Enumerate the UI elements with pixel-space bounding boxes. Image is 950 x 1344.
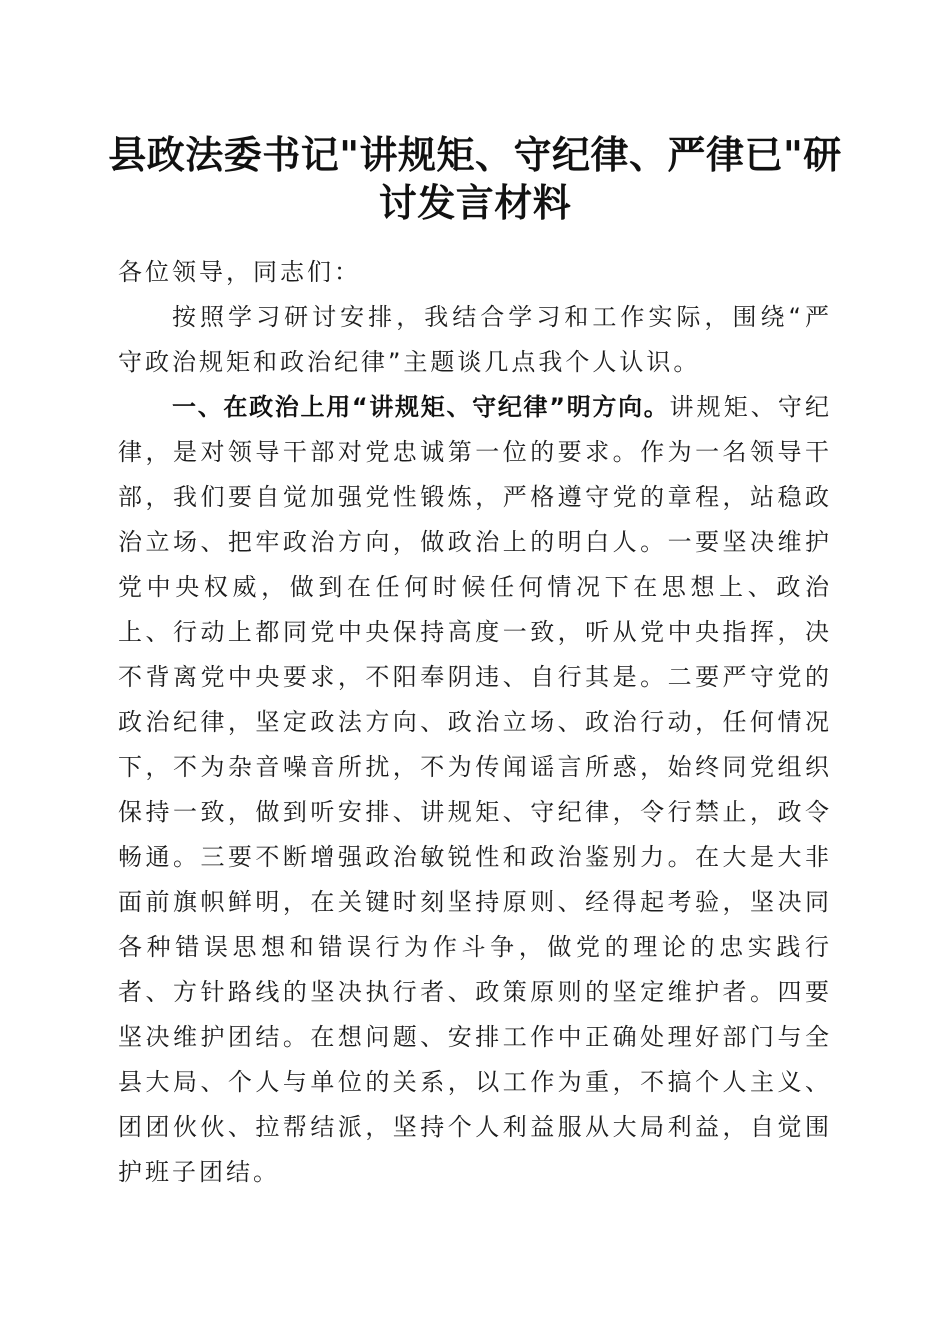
salutation: 各位领导，同志们： (118, 258, 361, 286)
section-1-body: 讲规矩、守纪律，是对领导干部对党忠诚第一位的要求。作为一名领导干部，我们要自觉加强党性锻炼，严格遵守党的章程，站稳政治立场、把牢政治方向，做政治上的明白人。一要坚决维护党中央权威，做到在任何时候任何情况下在思想上、政治上、行动上都同党中央保持高度一致，听从党中央指挥，决不背离党中央要求，不阳奉阴违、自行其是。二要严守党的政治纪律，坚定政法方向、政治立场、政治行动，任何情况下，不为杂音噪音所扰，不为传闻谣言所惑，始终同党组织保持一致，做到听安排、讲规矩、守纪律，令行禁止，政令畅通。三要不断增强政治敏锐性和政治鉴别力。在大是大非面前旗帜鲜明，在关键时刻坚持原则、经得起考验，坚决同各种错误思想和错误行为作斗争，做党的理论的忠实践行者、方针路线的坚决执行者、政策原则的坚定维护者。四要坚决维护团结。在想问题、安排工作中正确处理好部门与全县大局、个人与单位的关系，以工作为重，不搞个人主义、团团伙伙、拉帮结派，坚持个人利益服从大局利益，自觉围护班子团结。 (118, 393, 833, 1186)
document-body (118, 250, 832, 1195)
title-line-1: 县政法委书记"讲规矩、守纪律、严律已"研 (108, 132, 842, 177)
document-title (100, 131, 850, 227)
title-line-2: 讨发言材料 (378, 180, 572, 225)
section-1-heading: 一、在政治上用“讲规矩、守纪律”明方向。 (172, 393, 670, 421)
intro-paragraph: 按照学习研讨安排，我结合学习和工作实际，围绕“严守政治规矩和政治纪律”主题谈几点我个人认识。 (118, 303, 832, 376)
section-1-paragraph (118, 385, 832, 1195)
